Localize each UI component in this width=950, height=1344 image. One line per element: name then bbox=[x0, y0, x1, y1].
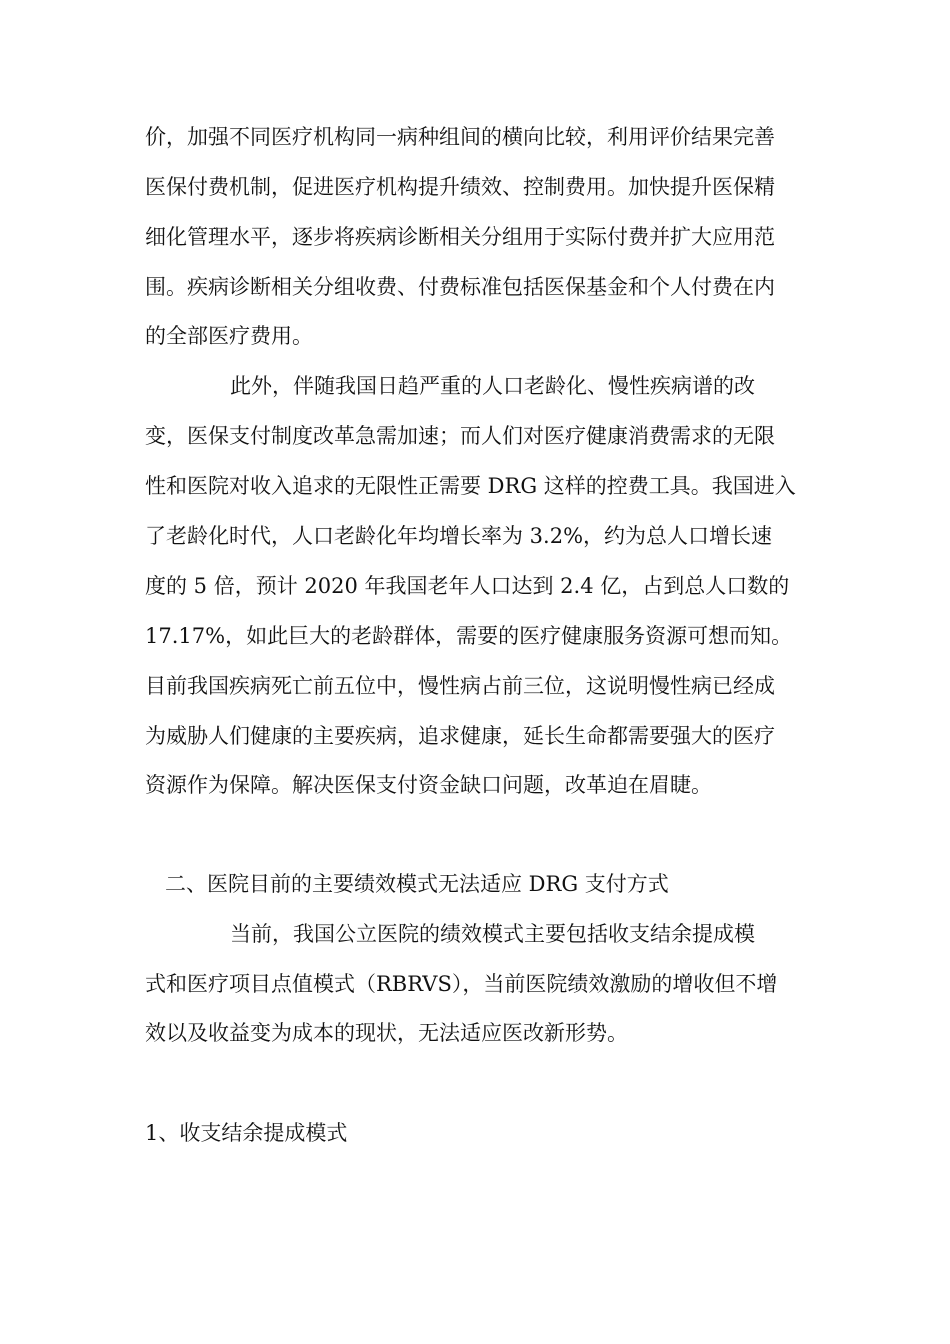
paragraph-2-line-3: 性和医院对收入追求的无限性正需要 DRG 这样的控费工具。我国进入 bbox=[145, 474, 796, 498]
paragraph-2-line-4: 了老龄化时代，人口老龄化年均增长率为 3.2%，约为总人口增长速 bbox=[145, 524, 773, 548]
paragraph-3-line-1: 当前，我国公立医院的绩效模式主要包括收支结余提成模 bbox=[230, 922, 755, 946]
paragraph-2-line-7: 目前我国疾病死亡前五位中，慢性病占前三位，这说明慢性病已经成 bbox=[145, 674, 775, 698]
paragraph-1-line-2: 医保付费机制，促进医疗机构提升绩效、控制费用。加快提升医保精 bbox=[145, 175, 775, 199]
paragraph-2-line-1: 此外，伴随我国日趋严重的人口老龄化、慢性疾病谱的改 bbox=[230, 374, 755, 398]
paragraph-1-line-1: 价，加强不同医疗机构同一病种组间的横向比较，利用评价结果完善 bbox=[145, 125, 775, 149]
paragraph-1-line-5: 的全部医疗费用。 bbox=[145, 324, 313, 348]
paragraph-3-line-3: 效以及收益变为成本的现状，无法适应医改新形势。 bbox=[145, 1021, 628, 1045]
paragraph-2-line-8: 为威胁人们健康的主要疾病，追求健康，延长生命都需要强大的医疗 bbox=[145, 724, 775, 748]
paragraph-2-line-5: 度的 5 倍，预计 2020 年我国老年人口达到 2.4 亿，占到总人口数的 bbox=[145, 574, 790, 598]
paragraph-1-line-4: 围。疾病诊断相关分组收费、付费标准包括医保基金和个人付费在内 bbox=[145, 275, 775, 299]
paragraph-1-line-3: 细化管理水平，逐步将疾病诊断相关分组用于实际付费并扩大应用范 bbox=[145, 225, 775, 249]
paragraph-2-line-2: 变，医保支付制度改革急需加速；而人们对医疗健康消费需求的无限 bbox=[145, 424, 775, 448]
subsection-heading-1: 1、收支结余提成模式 bbox=[145, 1121, 348, 1145]
section-heading-2: 二、医院目前的主要绩效模式无法适应 DRG 支付方式 bbox=[165, 872, 669, 896]
paragraph-3-line-2: 式和医疗项目点值模式（RBRVS），当前医院绩效激励的增收但不增 bbox=[145, 972, 778, 996]
paragraph-2-line-6: 17.17%，如此巨大的老龄群体，需要的医疗健康服务资源可想而知。 bbox=[145, 624, 793, 648]
paragraph-2-line-9: 资源作为保障。解决医保支付资金缺口问题，改革迫在眉睫。 bbox=[145, 773, 712, 797]
